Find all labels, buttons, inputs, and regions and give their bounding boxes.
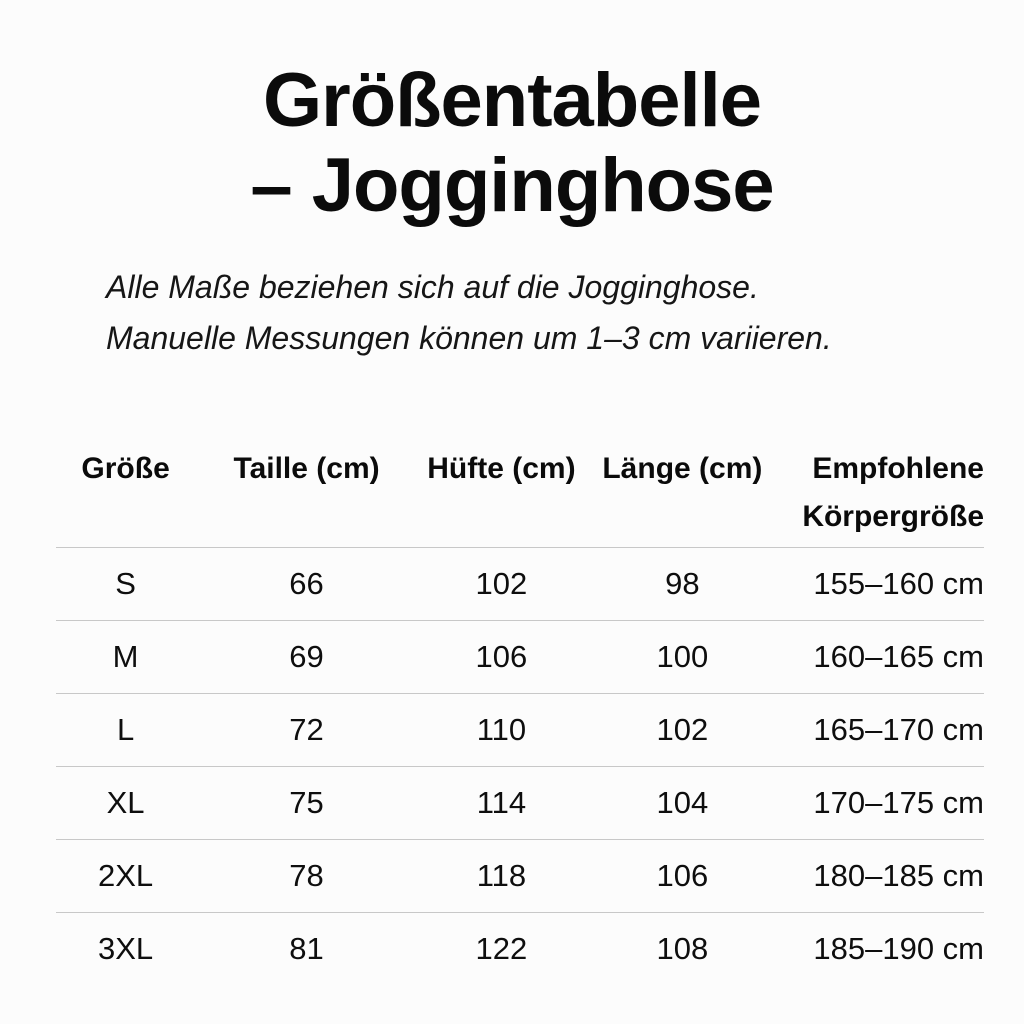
col-header-groesse: Größe: [81, 452, 170, 485]
size-cell: L: [116, 712, 135, 747]
laenge-cell: 98: [665, 566, 700, 601]
table-row-xl: [56, 767, 984, 840]
page-title-line-1: Größentabelle: [263, 58, 761, 143]
huefte-cell: 122: [475, 931, 528, 967]
col-header-taille: Taille (cm): [233, 452, 380, 485]
laenge-cell: 106: [656, 858, 709, 893]
taille-cell: 78: [289, 858, 324, 893]
table-row-3xl: [56, 913, 984, 986]
laenge-cell: 102: [656, 712, 709, 747]
taille-cell: 66: [289, 566, 324, 601]
laenge-cell: 108: [656, 931, 709, 967]
taille-cell: 69: [289, 639, 324, 674]
size-cell: 3XL: [98, 931, 154, 967]
taille-cell: 75: [289, 785, 324, 820]
taille-cell: 81: [289, 931, 324, 967]
size-cell: M: [112, 639, 139, 674]
huefte-cell: 106: [475, 639, 528, 674]
measurement-note-line-1: Alle Maße beziehen sich auf die Jogginghose.: [106, 269, 759, 305]
huefte-cell: 118: [476, 858, 527, 893]
table-row-2xl: [56, 840, 984, 913]
size-table-body: [56, 548, 984, 986]
huefte-cell: 102: [475, 566, 528, 601]
koerpergroesse-cell: 180–185 cm: [813, 858, 984, 893]
size-table: [56, 439, 984, 986]
size-cell: XL: [106, 785, 145, 820]
table-row-l: [56, 694, 984, 767]
size-cell: S: [115, 566, 136, 601]
koerpergroesse-cell: 155–160 cm: [813, 566, 984, 601]
col-header-laenge: Länge (cm): [602, 452, 763, 485]
col-header-empfohlene-koerpergroesse: [780, 439, 984, 548]
laenge-cell: 100: [656, 639, 709, 674]
header-row: [56, 439, 984, 548]
huefte-cell: 114: [476, 785, 527, 820]
col-header-huefte: Hüfte (cm): [427, 452, 576, 485]
col-header-empfohlene-line-2: Körpergröße: [802, 500, 984, 533]
koerpergroesse-cell: 165–170 cm: [813, 712, 984, 747]
page-title-line-2: – Jogginghose: [250, 143, 774, 228]
table-row-m: [56, 621, 984, 694]
huefte-cell: 110: [476, 712, 527, 747]
size-table-header: [56, 439, 984, 548]
koerpergroesse-cell: 160–165 cm: [813, 639, 984, 674]
koerpergroesse-cell: 185–190 cm: [813, 931, 984, 967]
page-title: [0, 0, 1024, 228]
koerpergroesse-cell: 170–175 cm: [813, 785, 984, 820]
taille-cell: 72: [289, 712, 324, 747]
table-row-s: [56, 548, 984, 621]
measurement-note-line-2: Manuelle Messungen können um 1–3 cm variieren.: [106, 320, 832, 356]
col-header-empfohlene-line-1: Empfohlene: [812, 452, 984, 485]
laenge-cell: 104: [656, 785, 709, 820]
size-cell: 2XL: [98, 858, 154, 893]
size-table-container: [56, 439, 984, 986]
measurement-note: [106, 262, 984, 364]
